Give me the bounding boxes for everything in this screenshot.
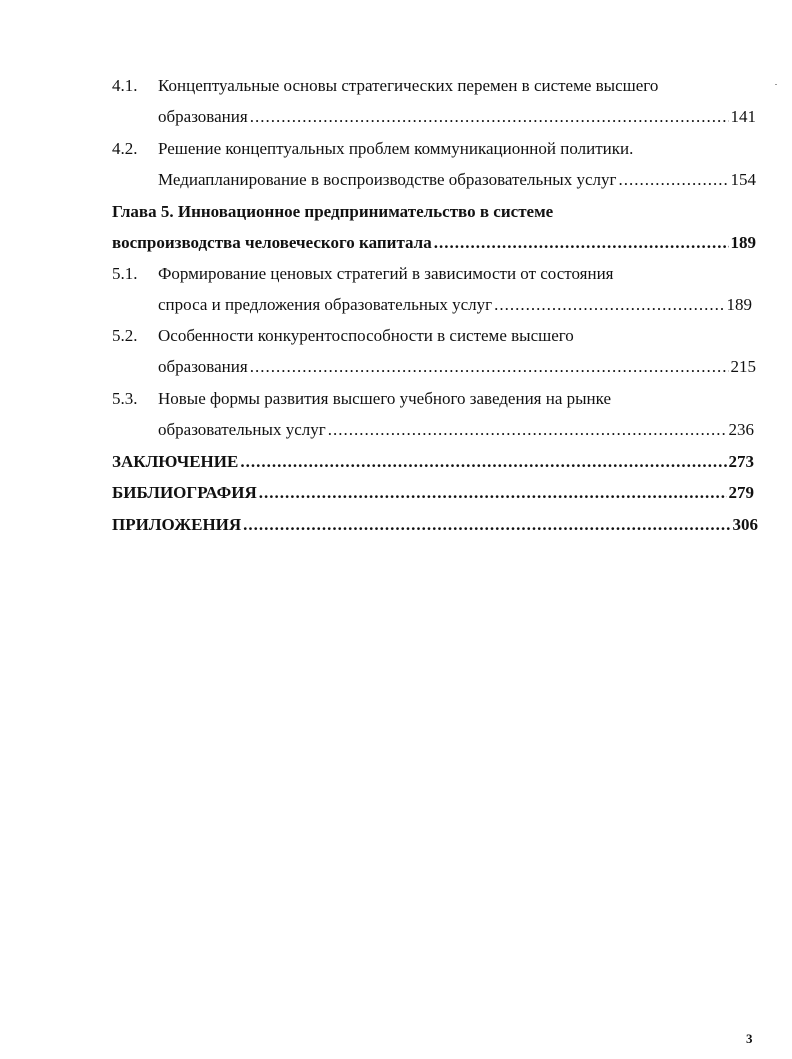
dot-leader	[618, 170, 728, 190]
toc-page-number: 154	[730, 170, 756, 189]
toc-title-line2: образования	[158, 357, 248, 376]
toc-title-line1: Особенности конкурентоспособности в системе высшего	[158, 326, 574, 345]
toc-appendices	[112, 515, 758, 535]
toc-page-number: 215	[730, 357, 756, 376]
toc-entry-5-2-leader	[158, 357, 756, 377]
toc-chapter-5-leader	[112, 233, 756, 253]
toc-title: ПРИЛОЖЕНИЯ	[112, 515, 242, 534]
toc-title: ЗАКЛЮЧЕНИЕ	[112, 452, 239, 471]
toc-page-number: 306	[732, 515, 758, 534]
toc-entry-5-3-leader	[158, 420, 754, 440]
toc-entry-4-1-leader	[158, 107, 756, 127]
toc-title-line2: спроса и предложения образовательных услуг	[158, 295, 493, 314]
toc-page-number: 189	[726, 295, 752, 314]
dot-leader	[250, 107, 729, 127]
toc-title-line1: Концептуальные основы стратегических перемен в системе высшего	[158, 76, 659, 95]
toc-page-number: 141	[730, 107, 756, 126]
toc-number: 4.1.	[112, 76, 138, 95]
toc-title: БИБЛИОГРАФИЯ	[112, 483, 257, 502]
toc-bibliography	[112, 483, 754, 503]
dot-leader	[243, 515, 730, 535]
toc-page-number: 236	[728, 420, 754, 439]
dot-leader	[328, 420, 727, 440]
toc-conclusion	[112, 452, 754, 472]
toc-entry-5-1-leader	[158, 295, 752, 315]
toc-title-line2: воспроизводства человеческого капитала	[112, 233, 432, 252]
toc-page-number: 189	[730, 233, 756, 252]
toc-title-line2: Медиапланирование в воспроизводстве образовательных услуг	[158, 170, 617, 189]
dot-leader	[494, 295, 724, 315]
toc-number: 5.1.	[112, 264, 138, 283]
toc-title-line1: Новые формы развития высшего учебного заведения на рынке	[158, 389, 612, 408]
toc-number: 5.3.	[112, 389, 138, 408]
toc-title-line1: Решение концептуальных проблем коммуникационной политики.	[158, 139, 634, 158]
toc-title-line2: образования	[158, 107, 248, 126]
toc-entry-4-2-leader	[158, 170, 756, 190]
dot-leader	[240, 452, 726, 472]
toc-page-number: 279	[728, 483, 754, 502]
toc-number: 4.2.	[112, 139, 138, 158]
scan-speck	[775, 84, 777, 85]
toc-title-line2: образовательных услуг	[158, 420, 326, 439]
page-number: 3	[746, 1031, 753, 1046]
dot-leader	[434, 233, 729, 253]
toc-number: 5.2.	[112, 326, 138, 345]
toc-chapter-5: Глава 5. Инновационное предпринимательство в системе	[112, 202, 554, 221]
toc-page-number: 273	[728, 452, 754, 471]
toc-title-line1: Формирование ценовых стратегий в зависимости от состояния	[158, 264, 614, 283]
dot-leader	[250, 357, 729, 377]
dot-leader	[259, 483, 727, 503]
